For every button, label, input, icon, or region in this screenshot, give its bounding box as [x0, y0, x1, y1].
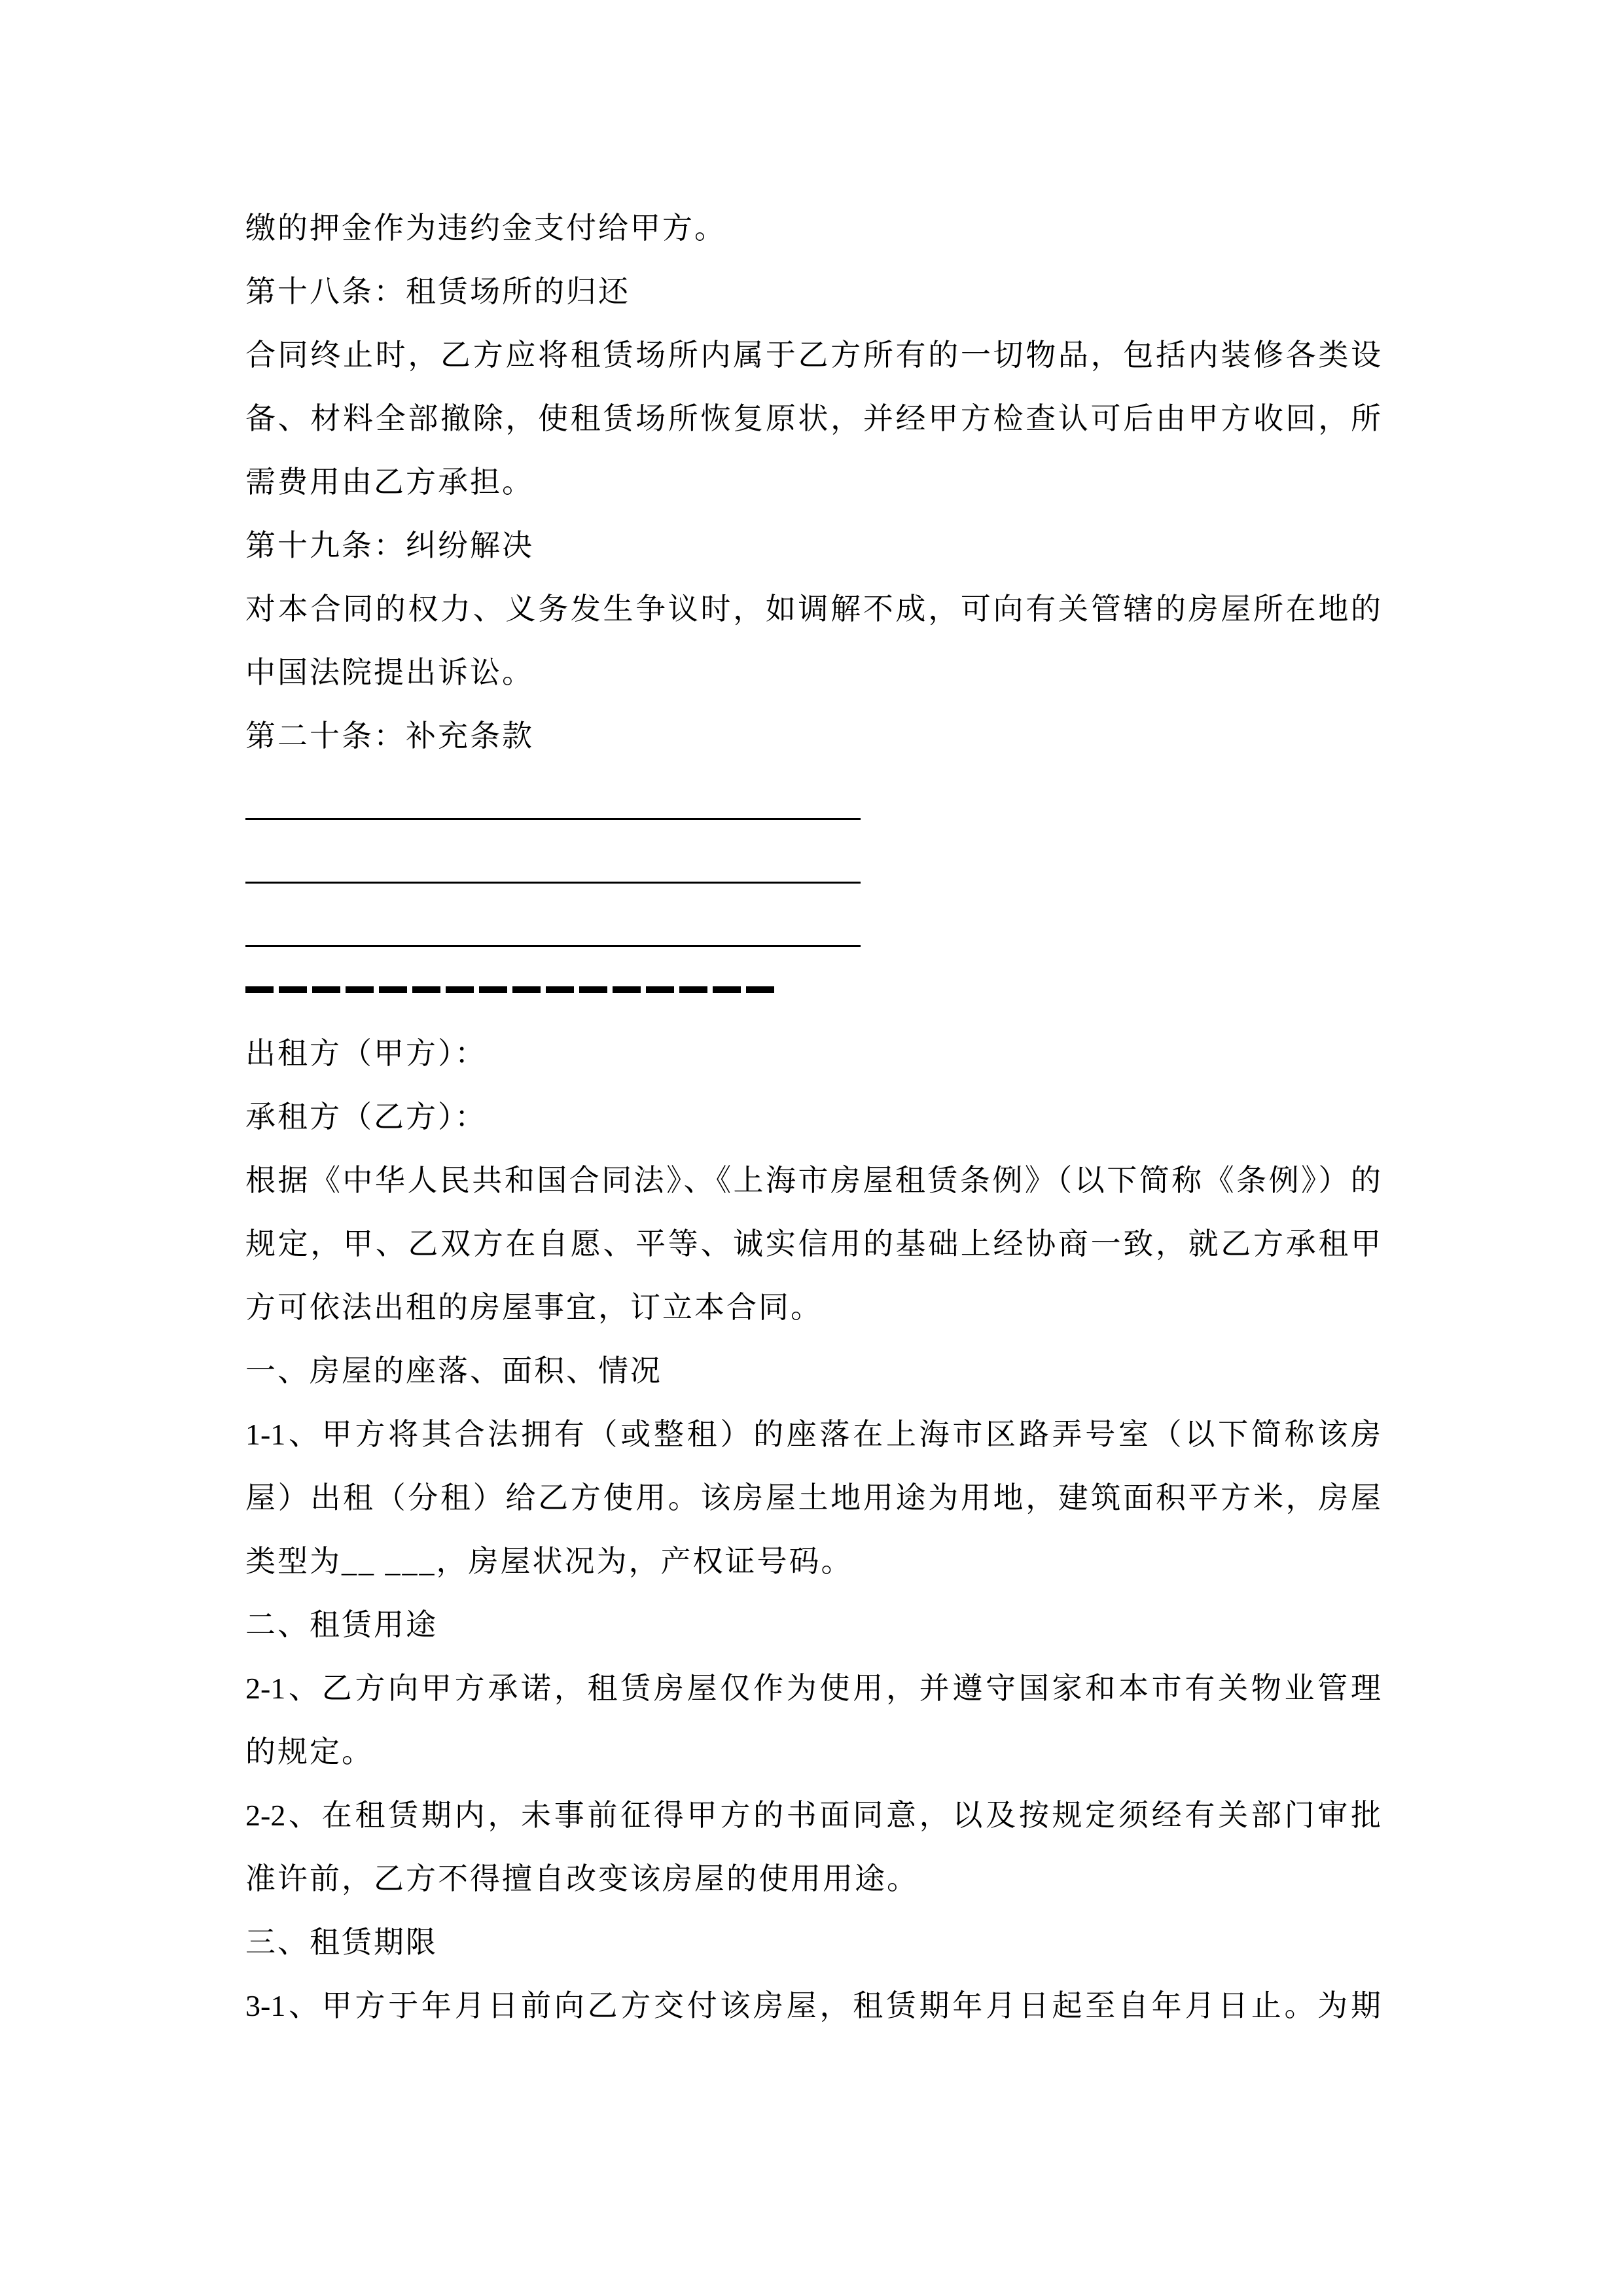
dash-segment: [279, 986, 307, 993]
dash-segment: [245, 986, 274, 993]
blank-fill-underline: [245, 831, 1381, 895]
dash-segment: [312, 986, 340, 993]
document-line: 准许前，乙方不得擅自改变该房屋的使用用途。: [245, 1862, 919, 1895]
document-line: 中国法院提出诉讼。: [245, 656, 534, 689]
blank-fill-underline: [245, 895, 1381, 958]
dash-segment: [579, 986, 607, 993]
document-line: 需费用由乙方承担。: [245, 465, 534, 499]
document-line: 第二十条：补充条款: [245, 719, 534, 753]
dash-segment: [646, 986, 674, 993]
document-line: 类型为__ ___，房屋状况为，产权证号码。: [245, 1545, 853, 1578]
document-line: 的规定。: [245, 1735, 374, 1768]
underline-bar: [245, 882, 861, 884]
document-line: 方可依法出租的房屋事宜，订立本合同。: [245, 1291, 823, 1324]
document-line: 2-1、乙方向甲方承诺，租赁房屋仅作为使用，并遵守国家和本市有关物业管理: [245, 1672, 1381, 1705]
document-line: 屋）出租（分租）给乙方使用。该房屋土地用途为用地，建筑面积平方米，房屋: [245, 1481, 1381, 1515]
dash-segment: [746, 986, 774, 993]
dash-segment: [512, 986, 541, 993]
document-line: 备、材料全部撤除，使租赁场所恢复原状，并经甲方检查认可后由甲方收回，所: [245, 402, 1381, 435]
dash-segment: [379, 986, 407, 993]
document-line: 第十八条：租赁场所的归还: [245, 275, 630, 308]
document-line: 对本合同的权力、义务发生争议时，如调解不成，可向有关管辖的房屋所在地的: [245, 592, 1381, 626]
document-line: 第十九条：纠纷解决: [245, 529, 534, 562]
document-line: 承租方（乙方）：: [245, 1100, 487, 1134]
dash-separator: [245, 958, 1381, 1022]
document-line: 二、租赁用途: [245, 1608, 438, 1641]
dash-segment: [346, 986, 374, 993]
document-line: 规定，甲、乙双方在自愿、平等、诚实信用的基础上经协商一致，就乙方承租甲: [245, 1227, 1381, 1261]
dash-segment: [613, 986, 641, 993]
document-line: 三、租赁期限: [245, 1926, 438, 1959]
document-line: 2-2、在租赁期内，未事前征得甲方的书面同意，以及按规定须经有关部门审批: [245, 1799, 1381, 1832]
document-line: 合同终止时，乙方应将租赁场所内属于乙方所有的一切物品，包括内装修各类设: [245, 338, 1381, 372]
document-line: 1-1、甲方将其合法拥有（或整租）的座落在上海市区路弄号室（以下简称该房: [245, 1418, 1381, 1451]
document-line: 一、房屋的座落、面积、情况: [245, 1354, 662, 1388]
blank-fill-underline: [245, 768, 1381, 831]
document-text-block: [245, 196, 1381, 2037]
document-line: 3-1、甲方于年月日前向乙方交付该房屋，租赁期年月日起至自年月日止。为期: [245, 1989, 1381, 2022]
dash-segment: [679, 986, 707, 993]
dash-row: [245, 986, 774, 993]
document-line: 出租方（甲方）：: [245, 1037, 487, 1070]
document-line: 根据《中华人民共和国合同法》、《上海市房屋租赁条例》（以下简称《条例》）的: [245, 1164, 1381, 1197]
dash-segment: [713, 986, 741, 993]
dash-segment: [479, 986, 507, 993]
dash-segment: [446, 986, 474, 993]
dash-segment: [546, 986, 574, 993]
dash-segment: [412, 986, 440, 993]
underline-bar: [245, 818, 861, 820]
document-line: 缴的押金作为违约金支付给甲方。: [245, 211, 726, 245]
underline-bar: [245, 945, 861, 947]
